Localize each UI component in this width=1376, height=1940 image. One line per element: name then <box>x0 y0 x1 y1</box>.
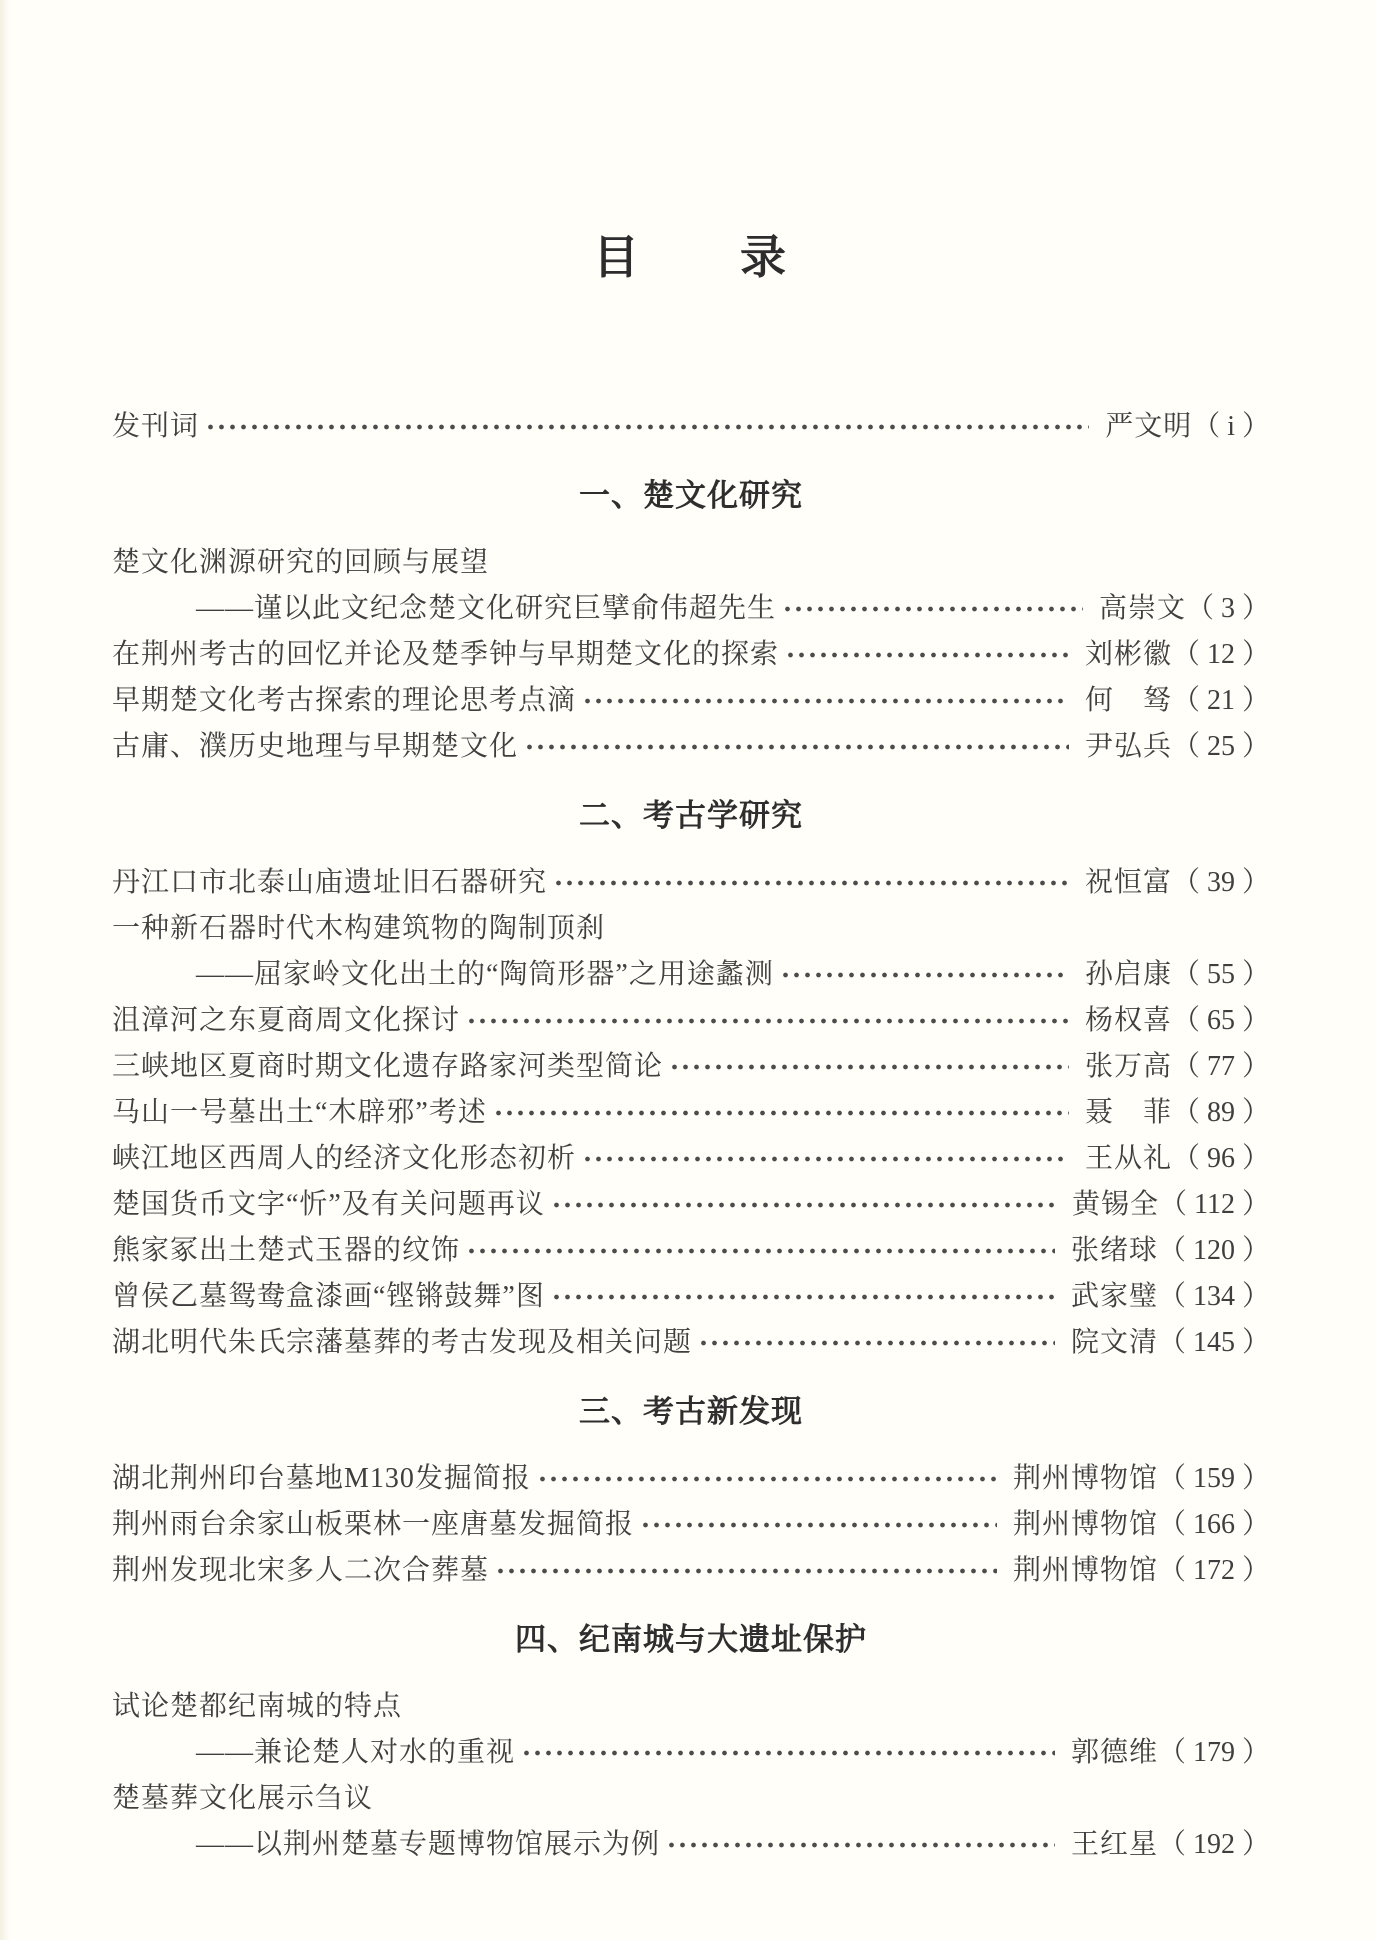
toc-entry-pretitle-row <box>112 1684 1270 1730</box>
toc-entry-row <box>112 1822 1270 1868</box>
entry-pretitle: 一种新石器时代木构建筑物的陶制顶刹 <box>112 913 606 944</box>
dot-leader <box>537 1456 997 1502</box>
entry-title: ——以荆州楚墓专题博物馆展示为例 <box>196 1829 661 1860</box>
entry-page-number: （ 65 ） <box>1171 1005 1270 1036</box>
dot-leader <box>582 1136 1069 1182</box>
dot-leader <box>205 404 1089 450</box>
entry-pretitle: 楚墓葬文化展示刍议 <box>112 1783 374 1814</box>
toc-entry-pretitle-row <box>112 1776 1270 1822</box>
dot-leader <box>551 1274 1055 1320</box>
section-heading: 四、纪南城与大遗址保护 <box>515 1622 867 1657</box>
entry-title: 湖北荆州印台墓地M130发掘简报 <box>112 1463 531 1494</box>
entry-author: 荆州博物馆 <box>1012 1555 1158 1586</box>
entry-page-number: （ 3 ） <box>1185 593 1270 624</box>
entry-page-number: （ 145 ） <box>1157 1327 1270 1358</box>
entry-author: 郭德维 <box>1070 1737 1158 1768</box>
section-heading: 二、考古学研究 <box>579 798 803 833</box>
toc-entry-row <box>112 1274 1270 1320</box>
entry-author: 王红星 <box>1070 1829 1158 1860</box>
toc-entry-row <box>112 404 1270 450</box>
dot-leader <box>698 1320 1055 1366</box>
entry-author: 高崇文 <box>1098 593 1186 624</box>
entry-title: 荆州雨台余家山板栗林一座唐墓发掘简报 <box>112 1509 635 1540</box>
entry-author: 刘彬徽 <box>1084 639 1172 670</box>
dot-leader <box>521 1730 1055 1776</box>
entry-page-number: （ 159 ） <box>1157 1463 1270 1494</box>
dot-leader <box>640 1502 997 1548</box>
entry-page-number: （ 77 ） <box>1171 1051 1270 1082</box>
entry-pretitle: 楚文化渊源研究的回顾与展望 <box>112 547 490 578</box>
entry-page-number: （ 55 ） <box>1171 959 1270 990</box>
entry-author: 祝恒富 <box>1084 867 1172 898</box>
entry-title: 在荆州考古的回忆并论及楚季钟与早期楚文化的探索 <box>112 639 780 670</box>
entry-page-number: （ i ） <box>1192 411 1270 442</box>
entry-author: 黄锡全 <box>1072 1189 1160 1220</box>
entry-title: 丹江口市北泰山庙遗址旧石器研究 <box>112 867 548 898</box>
entry-title: 早期楚文化考古探索的理论思考点滴 <box>112 685 577 716</box>
toc-entry-row <box>112 1502 1270 1548</box>
toc-entry-row <box>112 952 1270 998</box>
dot-leader <box>782 586 1083 632</box>
entry-author: 王从礼 <box>1084 1143 1172 1174</box>
entry-author: 荆州博物馆 <box>1012 1509 1158 1540</box>
toc-entry-row <box>112 1182 1270 1228</box>
entry-page-number: （ 12 ） <box>1171 639 1270 670</box>
entry-page-number: （ 166 ） <box>1157 1509 1270 1540</box>
toc-entry-row <box>112 1090 1270 1136</box>
entry-author: 尹弘兵 <box>1084 731 1172 762</box>
entry-page-number: （ 120 ） <box>1157 1235 1270 1266</box>
entry-page-number: （ 25 ） <box>1171 731 1270 762</box>
entry-title: 楚国货币文字“忻”及有关问题再议 <box>112 1189 545 1220</box>
entry-author: 张万高 <box>1084 1051 1172 1082</box>
entry-author: 聂 菲 <box>1084 1097 1172 1128</box>
entry-page-number: （ 21 ） <box>1171 685 1270 716</box>
entry-title: 古庸、濮历史地理与早期楚文化 <box>112 731 519 762</box>
toc-entry-pretitle-row <box>112 906 1270 952</box>
entry-page-number: （ 172 ） <box>1157 1555 1270 1586</box>
entry-page-number: （ 134 ） <box>1157 1281 1270 1312</box>
toc-list <box>112 404 1270 1868</box>
toc-entry-row <box>112 1136 1270 1182</box>
toc-entry-row <box>112 678 1270 724</box>
entry-page-number: （ 179 ） <box>1157 1737 1270 1768</box>
entry-author: 何 驽 <box>1084 685 1172 716</box>
toc-entry-row <box>112 860 1270 906</box>
entry-page-number: （ 39 ） <box>1171 867 1270 898</box>
entry-title: 三峡地区夏商时期文化遗存路家河类型简论 <box>112 1051 664 1082</box>
entry-pretitle: 试论楚都纪南城的特点 <box>112 1691 403 1722</box>
section-heading: 一、楚文化研究 <box>579 478 803 513</box>
toc-entry-row <box>112 586 1270 632</box>
toc-entry-row <box>112 1548 1270 1594</box>
dot-leader <box>524 724 1069 770</box>
entry-title: 马山一号墓出土“木辟邪”考述 <box>112 1097 487 1128</box>
dot-leader <box>553 860 1069 906</box>
toc-entry-row <box>112 998 1270 1044</box>
entry-title: ——兼论楚人对水的重视 <box>196 1737 516 1768</box>
entry-title: 峡江地区西周人的经济文化形态初析 <box>112 1143 577 1174</box>
entry-page-number: （ 96 ） <box>1171 1143 1270 1174</box>
dot-leader <box>669 1044 1069 1090</box>
dot-leader <box>466 998 1069 1044</box>
dot-leader <box>666 1822 1055 1868</box>
toc-entry-row <box>112 724 1270 770</box>
page-title: 目 录 <box>593 232 789 283</box>
dot-leader <box>780 952 1069 998</box>
entry-page-number: （ 192 ） <box>1157 1829 1270 1860</box>
entry-page-number: （ 112 ） <box>1159 1189 1270 1220</box>
dot-leader <box>495 1548 997 1594</box>
entry-page-number: （ 89 ） <box>1171 1097 1270 1128</box>
entry-title: 沮漳河之东夏商周文化探讨 <box>112 1005 461 1036</box>
entry-title: 熊家冢出土楚式玉器的纹饰 <box>112 1235 461 1266</box>
entry-title: 发刊词 <box>112 411 200 442</box>
entry-title: ——屈家岭文化出土的“陶筒形器”之用途蠡测 <box>196 959 774 990</box>
entry-author: 院文清 <box>1070 1327 1158 1358</box>
toc-entry-row <box>112 1320 1270 1366</box>
toc-entry-row <box>112 632 1270 678</box>
entry-author: 荆州博物馆 <box>1012 1463 1158 1494</box>
entry-title: 曾侯乙墓鸳鸯盒漆画“铿锵鼓舞”图 <box>112 1281 545 1312</box>
entry-author: 张绪球 <box>1070 1235 1158 1266</box>
toc-entry-row <box>112 1730 1270 1776</box>
toc-entry-row <box>112 1228 1270 1274</box>
dot-leader <box>466 1228 1055 1274</box>
dot-leader <box>785 632 1069 678</box>
dot-leader <box>551 1182 1056 1228</box>
entry-author: 严文明 <box>1105 411 1193 442</box>
entry-author: 武家璧 <box>1070 1281 1158 1312</box>
toc-entry-row <box>112 1456 1270 1502</box>
toc-entry-pretitle-row <box>112 540 1270 586</box>
entry-title: ——谨以此文纪念楚文化研究巨擘俞伟超先生 <box>196 593 777 624</box>
dot-leader <box>493 1090 1069 1136</box>
entry-title: 湖北明代朱氏宗藩墓葬的考古发现及相关问题 <box>112 1327 693 1358</box>
dot-leader <box>582 678 1069 724</box>
entry-author: 杨权喜 <box>1084 1005 1172 1036</box>
toc-entry-row <box>112 1044 1270 1090</box>
entry-title: 荆州发现北宋多人二次合葬墓 <box>112 1555 490 1586</box>
entry-author: 孙启康 <box>1084 959 1172 990</box>
section-heading: 三、考古新发现 <box>579 1394 803 1429</box>
